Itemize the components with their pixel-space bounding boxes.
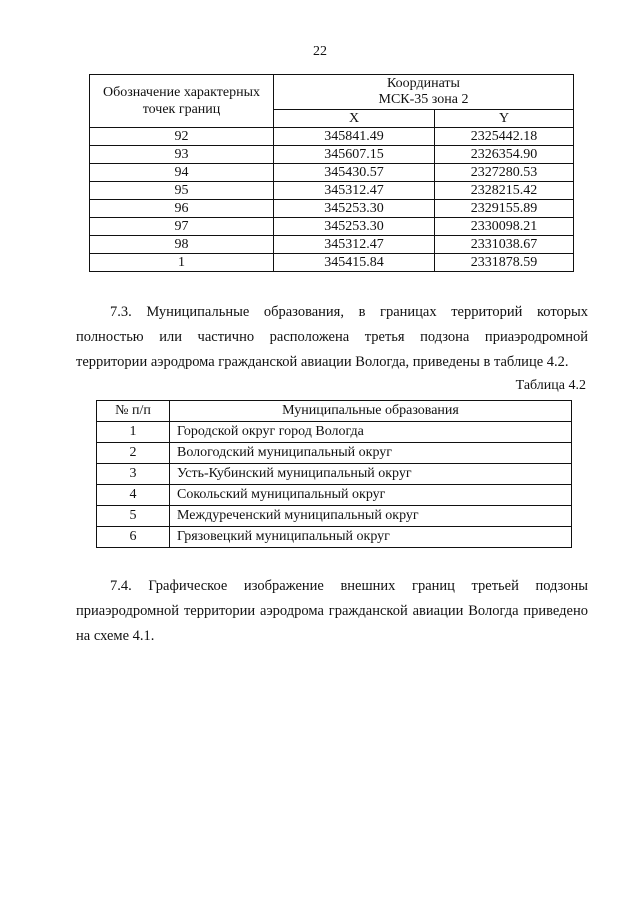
- cell-municipal-name: Междуреченский муниципальный округ: [170, 506, 572, 527]
- cell-x: 345253.30: [274, 200, 435, 218]
- cell-x: 345841.49: [274, 128, 435, 146]
- cell-row-number: 4: [97, 485, 170, 506]
- header-coordinates-title: Координаты: [387, 76, 460, 91]
- header-point-designation: Обозначение характерных точек границ: [90, 75, 274, 128]
- cell-row-number: 1: [97, 422, 170, 443]
- header-x: X: [274, 110, 435, 128]
- cell-x: 345253.30: [274, 218, 435, 236]
- cell-row-number: 6: [97, 527, 170, 548]
- table-row: [90, 146, 574, 164]
- cell-point: 96: [90, 200, 274, 218]
- cell-x: 345430.57: [274, 164, 435, 182]
- cell-y: 2327280.53: [435, 164, 574, 182]
- table-row: [90, 200, 574, 218]
- cell-x: 345312.47: [274, 236, 435, 254]
- header-coordinate-system: МСК-35 зона 2: [378, 92, 469, 107]
- cell-point: 1: [90, 254, 274, 272]
- cell-point: 95: [90, 182, 274, 200]
- cell-x: 345607.15: [274, 146, 435, 164]
- table-row: [97, 506, 572, 527]
- cell-municipal-name: Сокольский муниципальный округ: [170, 485, 572, 506]
- cell-y: 2330098.21: [435, 218, 574, 236]
- table-row: [97, 464, 572, 485]
- cell-point: 97: [90, 218, 274, 236]
- cell-row-number: 2: [97, 443, 170, 464]
- cell-municipal-name: Грязовецкий муниципальный округ: [170, 527, 572, 548]
- cell-x: 345312.47: [274, 182, 435, 200]
- table-row: [90, 128, 574, 146]
- page-number: 22: [313, 44, 327, 59]
- table-row: [97, 527, 572, 548]
- municipal-formations-table-body: [97, 422, 572, 548]
- header-municipal-formations: Муниципальные образования: [170, 401, 572, 422]
- cell-row-number: 5: [97, 506, 170, 527]
- cell-municipal-name: Вологодский муниципальный округ: [170, 443, 572, 464]
- cell-y: 2329155.89: [435, 200, 574, 218]
- cell-point: 98: [90, 236, 274, 254]
- paragraph-7-3: [76, 300, 588, 375]
- table-row: [97, 422, 572, 443]
- cell-point: 92: [90, 128, 274, 146]
- table-4-2-caption: Таблица 4.2: [515, 378, 586, 393]
- municipal-formations-table: [96, 400, 572, 548]
- cell-x: 345415.84: [274, 254, 435, 272]
- cell-y: 2328215.42: [435, 182, 574, 200]
- paragraph-7-4: [76, 574, 588, 649]
- coordinates-table-body: [90, 128, 574, 272]
- table-row: [90, 236, 574, 254]
- cell-y: 2331878.59: [435, 254, 574, 272]
- table-row: [97, 485, 572, 506]
- header-y: Y: [435, 110, 574, 128]
- cell-y: 2326354.90: [435, 146, 574, 164]
- table-row: [90, 182, 574, 200]
- table-row: [90, 218, 574, 236]
- cell-y: 2331038.67: [435, 236, 574, 254]
- cell-municipal-name: Усть-Кубинский муниципальный округ: [170, 464, 572, 485]
- header-row-number: № п/п: [97, 401, 170, 422]
- paragraph-7-3-text: 7.3. Муниципальные образования, в границах территорий которых полностью или частично расположена третья подзона приаэродромной территории аэродрома гражданской авиации Вологда, приведены в таблице 4.2.: [76, 304, 588, 370]
- coordinates-table: [89, 74, 574, 272]
- table-row: [90, 254, 574, 272]
- header-coordinates: [274, 75, 574, 110]
- paragraph-7-4-text: 7.4. Графическое изображение внешних границ третьей подзоны приаэродромной территории аэродрома гражданской авиации Вологда приведено на схеме 4.1.: [76, 578, 588, 644]
- cell-point: 94: [90, 164, 274, 182]
- cell-municipal-name: Городской округ город Вологда: [170, 422, 572, 443]
- table-row: [90, 164, 574, 182]
- cell-y: 2325442.18: [435, 128, 574, 146]
- table-row: [97, 443, 572, 464]
- cell-row-number: 3: [97, 464, 170, 485]
- cell-point: 93: [90, 146, 274, 164]
